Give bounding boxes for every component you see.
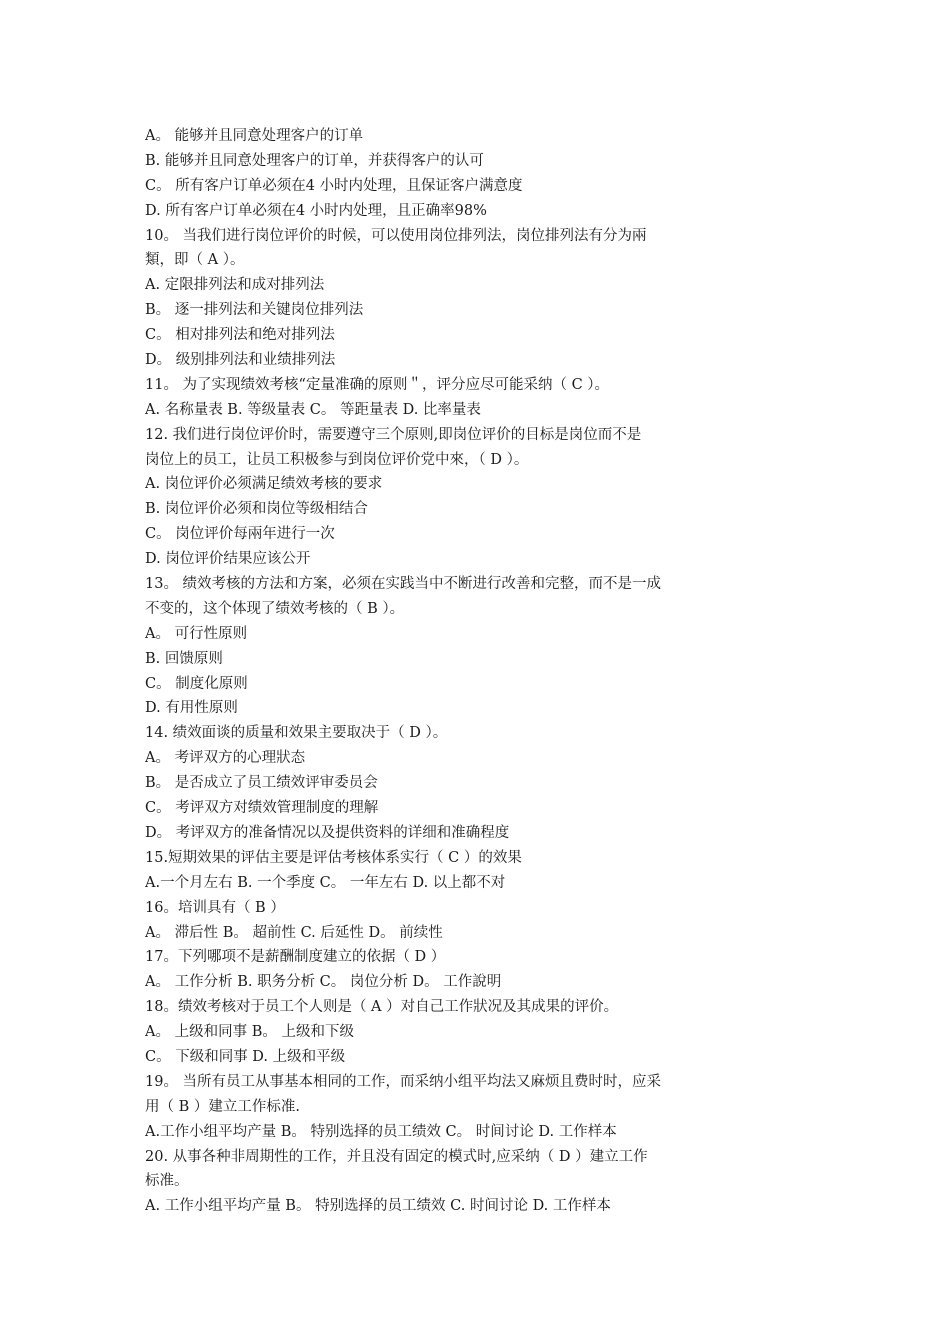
- document-page: [145, 124, 745, 1219]
- text-line: 标准。: [145, 1173, 189, 1190]
- question-10: 10。 当我们进行岗位评价的时候，可以使用岗位排列法，岗位排列法有分为兩: [145, 227, 647, 244]
- text-line: D。 级别排列法和业绩排列法: [145, 352, 336, 369]
- text-line: B. 岗位评价必须和岗位等级相结合: [145, 501, 368, 518]
- text-line: A。 能够并且同意处理客户的订单: [145, 128, 364, 144]
- text-line: C。 所有客户订单必须在4 小时内处理，且保证客户满意度: [145, 177, 523, 194]
- text-line: D. 岗位评价结果应该公开: [145, 551, 311, 568]
- text-line: 用（ B ）建立工作标准.: [145, 1098, 300, 1115]
- text-line: B。 逐一排列法和关键岗位排列法: [145, 302, 364, 319]
- text-line: D. 所有客户订单必须在4 小时内处理，且正确率98%: [145, 202, 487, 219]
- text-line: 類，即（ A ）。: [145, 252, 245, 269]
- question-20: 20. 从事各种非周期性的工作，并且没有固定的模式时,应采纳（ D ）建立工作: [145, 1148, 648, 1165]
- text-line: A。 可行性原则: [145, 625, 248, 642]
- text-line: A。 滞后性 B。 超前性 C. 后延性 D。 前续性: [145, 924, 443, 941]
- text-line: D. 有用性原则: [145, 700, 238, 717]
- question-13: 13。 绩效考核的方法和方案，必须在实践当中不断进行改善和完整，而不是一成: [145, 576, 662, 593]
- question-14: 14. 绩效面谈的质量和效果主要取决于（ D ）。: [145, 725, 448, 742]
- text-line: C。 岗位评价每兩年进行一次: [145, 526, 335, 543]
- text-line: C。 相对排列法和绝对排列法: [145, 327, 335, 344]
- text-line: C。 制度化原则: [145, 675, 248, 692]
- text-line: B。 是否成立了员工绩效评审委员会: [145, 775, 378, 792]
- text-line: A.工作小组平均产量 B。 特别选择的员工绩效 C。 时间讨论 D. 工作样本: [145, 1123, 617, 1140]
- text-line: C。 考评双方对绩效管理制度的理解: [145, 800, 379, 817]
- question-17: 17。下列哪项不是薪酬制度建立的依据（ D ）: [145, 949, 446, 966]
- text-line: A。 上级和同事 B。 上级和下级: [145, 1024, 354, 1041]
- text-line: A. 定限排列法和成对排列法: [145, 277, 325, 294]
- text-line: A。 考评双方的心理狀态: [145, 750, 306, 767]
- question-16: 16。培训具有（ B ）: [145, 899, 285, 916]
- question-11: 11。 为了实现绩效考核“定量准确的原则＂，评分应尽可能采纳（ C ）。: [145, 376, 610, 393]
- text-line: A. 岗位评价必须满足绩效考核的要求: [145, 476, 383, 493]
- text-line: B. 能够并且同意处理客户的订单，并获得客户的认可: [145, 152, 484, 169]
- text-line: B. 回馈原则: [145, 650, 223, 667]
- question-15: 15.短期效果的评估主要是评估考核体系实行（ C ）的效果: [145, 849, 522, 866]
- text-line: A。 工作分析 B. 职务分析 C。 岗位分析 D。 工作說明: [145, 974, 502, 991]
- text-line: C。 下级和同事 D. 上级和平级: [145, 1048, 346, 1065]
- question-18: 18。绩效考核对于员工个人则是（ A ）对自己工作狀况及其成果的评价。: [145, 999, 619, 1016]
- text-line: A. 名称量表 B. 等级量表 C。 等距量表 D. 比率量表: [145, 401, 481, 418]
- text-line: 岗位上的员工，让员工积极参与到岗位评价党中來，（ D ）。: [145, 451, 529, 468]
- question-19: 19。 当所有员工从事基本相同的工作，而采纳小组平均法又麻烦且费时时，应采: [145, 1073, 662, 1090]
- text-line: D。 考评双方的准备情况以及提供资料的详细和准确程度: [145, 824, 510, 841]
- text-line: 不变的，这个体现了绩效考核的（ B ）。: [145, 600, 405, 617]
- text-line: A.一个月左右 B. 一个季度 C。 一年左右 D. 以上都不对: [145, 874, 506, 891]
- question-12: 12. 我们进行岗位评价时，需要遵守三个原则,即岗位评价的目标是岗位而不是: [145, 426, 642, 443]
- text-line: A. 工作小组平均产量 B。 特别选择的员工绩效 C. 时间讨论 D. 工作样本: [145, 1198, 611, 1215]
